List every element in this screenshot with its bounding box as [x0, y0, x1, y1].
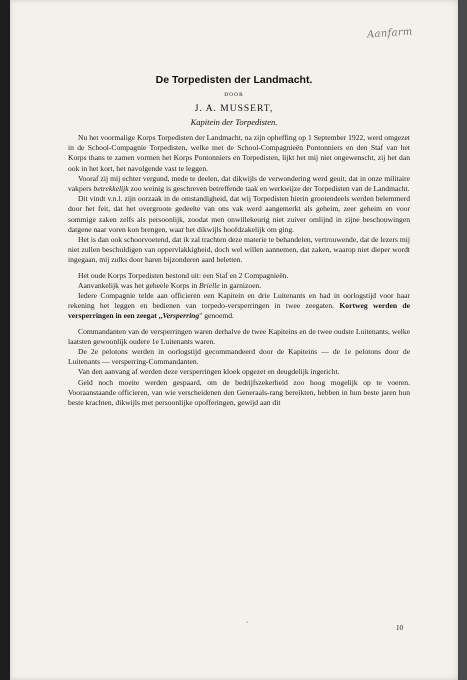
- paragraph: Van den aanvang af werden deze versperringen kloek opgezet en deugdelijk ingericht.: [78, 367, 340, 377]
- paragraph: Nu het voormalige Korps Torpedisten der Landmacht, na zijn opheffing op 1 September 1922, werd omgezet in de School-Compagnie Torpedisten, welke met de School-Compagnieën Pontonniers en den Staf van het Korps thans te zamen vormen het Korps Pontonniers en Torpedisten, lijkt het mij niet ongewenscht, zij het dan ook in het kort, het navolgende vast te leggen.: [68, 133, 410, 173]
- scan-left-edge: [0, 0, 10, 680]
- byline-door: DOOR: [224, 92, 244, 98]
- page-number: 10: [396, 624, 403, 632]
- paragraph: Geld noch moeite werden gespaard, om de bedrijfszekerheid zoo hoog mogelijk op te voeren. Vooraanstaande officieren, van wie verscheidenen den Generaals-rang bereikten, hebben in hun beste jaren hun beste krachten, dikwijls met persoonlijke opofferingen, gewijd aan dit: [68, 377, 410, 408]
- paragraph: Dit vindt v.n.l. zijn oorzaak in de omstandigheid, dat wij Torpedisten hierin grootendeels werden belemmerd door het feit, dat het overgroote gedeelte van ons vak werd aangemerkt als geheim, zeer geheim en voor sommige zaken zelfs als persoonlijk, zoodat men onwillekeurig niet zuiver omlijnd in zijne beschouwingen datgene naar voren kon brengen, waar het dikwijls hoofdzakelijk om ging.: [68, 194, 410, 234]
- paragraph: De 2e pelotons werden in oorlogstijd gecommandeerd door de Kapiteins — de 1e pelotons door de Luitenants — versperring-Commandanten.: [68, 347, 410, 367]
- scan-right-edge: [458, 0, 467, 680]
- center-mark: ˘: [246, 622, 248, 628]
- handwritten-annotation: Aanfarm: [366, 26, 413, 41]
- document-page: [10, 0, 458, 680]
- paragraph: Commandanten van de versperringen waren derhalve de twee Kapiteins en de twee oudste Luitenants, welke laatsten gewoonlijk oudere 1e Luitenants waren.: [68, 326, 410, 346]
- author-rank: Kapitein der Torpedisten.: [190, 117, 278, 127]
- paragraph: Aanvankelijk was het geheele Korps in Brielle in garnizoen.: [78, 280, 262, 290]
- author-name: J. A. MUSSERT,: [194, 104, 274, 114]
- article-body: [68, 133, 410, 408]
- article-title: De Torpedisten der Landmacht.: [155, 74, 313, 86]
- paragraph: Iedere Compagnie telde aan officieren een Kapitein en drie Luitenants en had in oorlogstijd voor haar rekening het leggen en bedienen van torpedo-versperringen in twee zeegaten. Kortweg werden de versperringen in een zeegat ,,Versperring" genoemd.: [68, 291, 410, 321]
- paragraph: Het oude Korps Torpedisten bestond uit: een Staf en 2 Compagnieën.: [78, 270, 289, 280]
- paragraph: Vooraf zij mij echter vergund, mede te deelen, dat dikwijls de verwondering werd geuit, dat in onze militaire vakpers betrekkelijk zoo weinig is geschreven betreffende taak en werkwijze der Torpedisten van de Landmacht.: [68, 173, 410, 194]
- paragraph: Het is dan ook schoorvoetend, dat ik zal trachten deze materie te behandelen, vertrouwende, dat de lezers mij niet zullen beschuldigen van oppervlakkigheid, doch wel willen aannemen, dat zaken, waarop niet dieper wordt ingegaan, mij zulks door haren bijzonderen aard beletten.: [68, 235, 410, 265]
